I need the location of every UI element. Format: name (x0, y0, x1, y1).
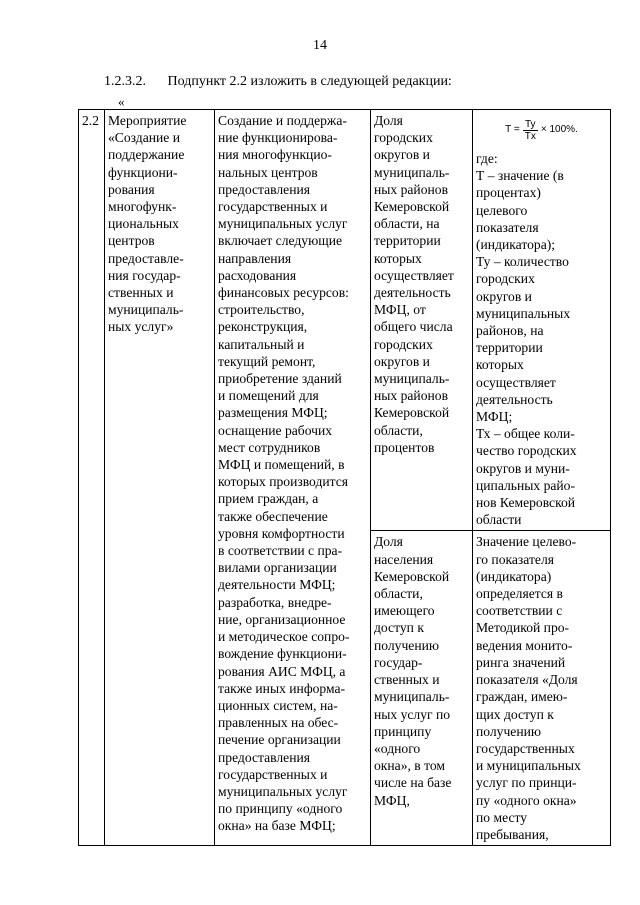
table-row (79, 110, 611, 531)
row-number: 2.2 (82, 113, 99, 128)
method-cell (473, 531, 611, 846)
formula (476, 116, 607, 144)
description-cell (215, 110, 371, 846)
intro-number: 1.2.3.2. (104, 74, 146, 89)
opening-quote: « (118, 94, 125, 109)
indicator-name-cell (371, 110, 473, 531)
indicator-method-2: Значение целево- го показателя (индикатора) определяется в соответствии с Методикой про- ведения монито- ринга значений показателя «Доля граждан, имею- щих доступ к получению государственных и муниципальных услуг по принци- пу «одного окна» по месту пребывания, (476, 534, 581, 842)
activity-text: Мероприятие «Создание и поддержание функциони- рования многофунк- циональных центров предоставле- ния государ- ственных и муниципаль- ных услуг» (108, 113, 187, 335)
indicator-method-1: где: Т – значение (в процентах) целевого показателя (индикатора); Ту – количество городских округов и муниципальных районов, на территории которых осуществляет деятельность МФЦ; Тх – общее коли- чество городских округов и муни- ципальных райо- нов Кемеровской области (476, 151, 577, 528)
intro-line (104, 74, 452, 90)
intro-text: Подпункт 2.2 изложить в следующей редакции: (167, 74, 452, 89)
formula-lhs: T = (505, 124, 520, 136)
formula-denominator: Tx (524, 130, 536, 142)
description-text: Создание и поддержа- ние функционирова- ния многофункцио- нальных центров предоставления государственных и муниципальных услуг включает следующие направления расходования финансовых ресурсов: строительство, реконструкция, капитальный и текущий ремонт, приобретение зданий и помещений для размещения МФЦ; оснащение рабочих мест сотрудников МФЦ и помещений, в которых производится прием граждан, а также обеспечение уровня комфортности в соответствии с пра- вилами организации деятельности МФЦ; разработка, внедре- ние, организационное и методическое сопро- вождение функциони- рования АИС МФЦ, а также иных информа- ционных систем, на- правленных на обес- печение организации предоставления государственных и муниципальных услуг по принципу «одного окна» на базе МФЦ; (218, 113, 350, 834)
indicator-name-1: Доля городских округов и муниципаль- ных районов Кемеровской области, на территории которых осуществляет деятельность МФЦ, от общего числа городских округов и муниципаль- ных районов Кемеровской области, процентов (374, 113, 454, 455)
method-cell (473, 110, 611, 531)
page-number: 14 (313, 38, 327, 53)
indicator-name-cell (371, 531, 473, 846)
program-table (78, 109, 611, 846)
activity-cell (105, 110, 215, 846)
formula-rhs: × 100%. (540, 124, 578, 136)
row-number-cell (79, 110, 105, 846)
formula-fraction (523, 119, 538, 142)
formula-numerator: Ty (524, 118, 536, 130)
indicator-name-2: Доля населения Кемеровской области, имеющего доступ к получению государ- ственных и муниципаль- ных услуг по принципу «одного окна», в том числе на базе МФЦ, (374, 534, 452, 808)
